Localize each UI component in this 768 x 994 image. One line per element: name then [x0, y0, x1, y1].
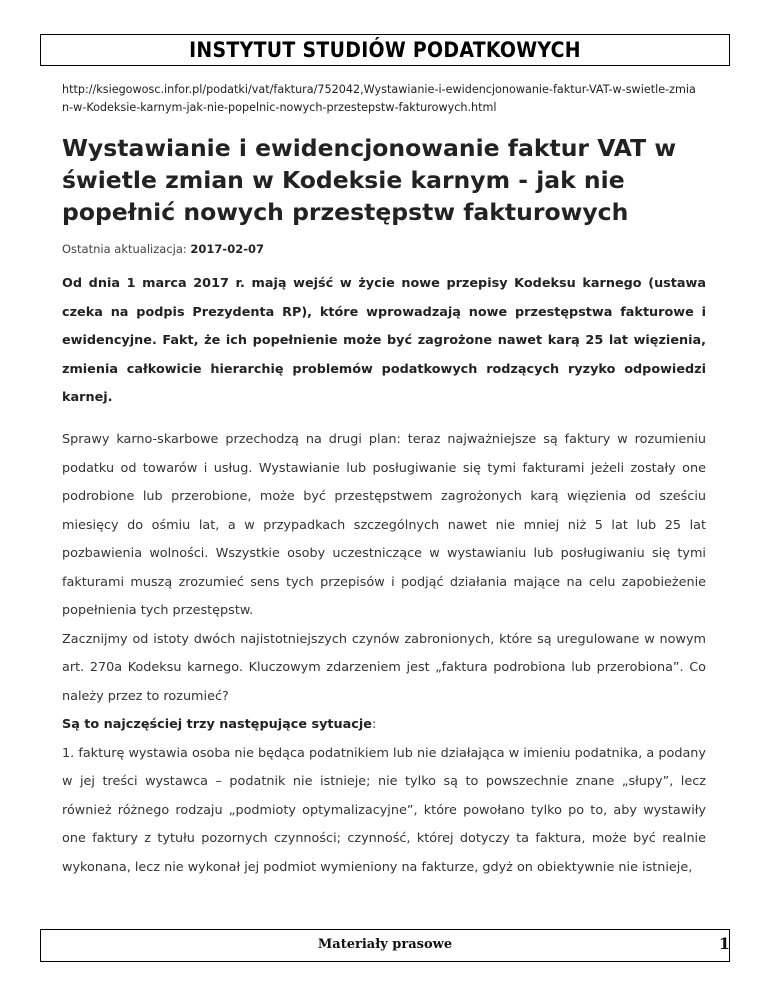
source-url: http://ksiegowosc.infor.pl/podatki/vat/faktura/752042,Wystawianie-i-ewidencjonowanie-faktur-VAT-w-swietle-zmian-w-Kodeksie-karnym-jak-nie-popelnic-nowych-przestepstw-fakturowych.html: [62, 83, 696, 114]
last-updated: [62, 242, 264, 256]
header-box: [40, 34, 730, 66]
article-title: Wystawianie i ewidencjonowanie faktur VAT w świetle zmian w Kodeksie karnym - jak nie popełnić nowych przestępstw fakturowych: [62, 134, 677, 226]
article-lead: Od dnia 1 marca 2017 r. mają wejść w życie nowe przepisy Kodeksu karnego (ustawa czeka na podpis Prezydenta RP), które wprowadzają nowe przestępstwa fakturowe i ewidencyjne. Fakt, że ich popełnienie może być zagrożone nawet karą 25 lat więzienia, zmienia całkowicie hierarchię problemów podatkowych rodzących ryzyko odpowiedzi karnej.: [62, 276, 706, 405]
footer-label: Materiały prasowe: [317, 937, 453, 952]
last-updated-date: 2017-02-07: [190, 242, 264, 256]
situations-heading: Są to najczęściej trzy następujące sytuacje: [62, 717, 372, 732]
page-number: 1: [718, 934, 730, 953]
paragraph-3: [62, 711, 706, 740]
last-updated-label: Ostatnia aktualizacja:: [62, 242, 191, 256]
article-body: [62, 426, 706, 882]
paragraph-2: Zacznijmy od istoty dwóch najistotniejszych czynów zabronionych, które są uregulowane w nowym art. 270a Kodeksu karnego. Kluczowym zdarzeniem jest „faktura podrobiona lub przerobiona”. Co należy przez to rozumieć?: [62, 631, 706, 704]
institute-title: INSTYTUT STUDIÓW PODATKOWYCH: [189, 38, 581, 62]
paragraph-1: Sprawy karno-skarbowe przechodzą na drugi plan: teraz najważniejsze są faktury w rozumieniu podatku od towarów i usług. Wystawianie lub posługiwanie się tymi fakturami jeżeli zostały one podrobione lub przerobione, może być przestępstwem zagrożonych karą więzienia od sześciu miesięcy do ośmiu lat, a w przypadkach szczególnych nawet nie mniej niż 5 lat lub 25 lat pozbawienia wolności. Wszystkie osoby uczestniczące w wystawianiu lub posługiwaniu się tymi fakturami muszą zrozumieć sens tych przepisów i podjąć działania mające na celu zapobieżenie popełnienia tych przestępstw.: [62, 432, 706, 618]
footer-box: [40, 929, 730, 962]
situations-colon: :: [371, 717, 377, 732]
paragraph-4: 1. fakturę wystawia osoba nie będąca podatnikiem lub nie działająca w imieniu podatnika, a podany w jej treści wystawca – podatnik nie istnieje; nie tylko są to powszechnie znane „słupy”, lecz również różnego rodzaju „podmioty optymalizacyjne”, które powołano tylko po to, aby wystawiły one faktury z tytułu pozornych czynności; czynność, której dotyczy ta faktura, może być realnie wykonana, lecz nie wykonał jej podmiot wymieniony na fakturze, gdyż on obiektywnie nie istnieje,: [62, 745, 706, 875]
